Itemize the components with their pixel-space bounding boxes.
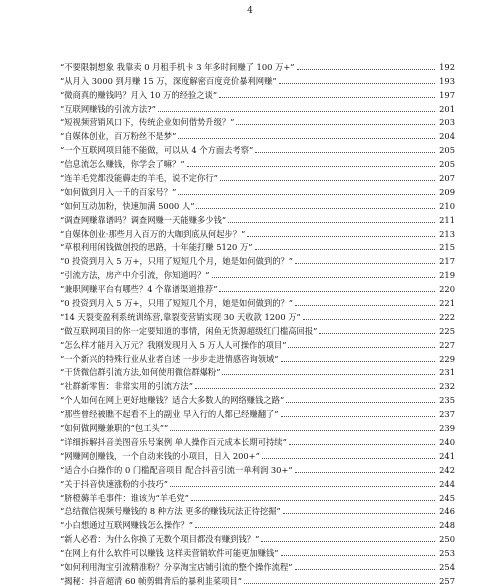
toc-entry[interactable] — [60, 461, 455, 475]
toc-entry-page: 257 — [439, 575, 455, 586]
toc-dot-leader — [255, 151, 435, 153]
toc-entry-page: 253 — [439, 548, 455, 559]
toc-entry[interactable] — [60, 114, 455, 128]
toc-dot-leader — [170, 485, 435, 487]
toc-entry-title: “脐橙薅羊毛事件：谁该为“羊毛党” — [60, 492, 189, 503]
toc-entry-title: “14 天裂变盈利系统训练营,靠裂变营销实现 30 天收款 1200 万” — [60, 311, 301, 322]
toc-dot-leader — [261, 540, 435, 542]
toc-entry-title: “草根利用闲钱做创投的思路，十年能打赚 5120 万” — [60, 242, 253, 253]
toc-entry-title: “做互联网项目的你一定要知道的事情，闲鱼无货源超级红门槛高回报” — [60, 325, 318, 336]
toc-entry[interactable] — [60, 572, 455, 586]
toc-dot-leader — [297, 68, 435, 70]
toc-dot-leader — [212, 276, 435, 278]
toc-entry[interactable] — [60, 127, 455, 141]
toc-entry-page: 192 — [439, 61, 455, 72]
toc-entry-title: “信息流怎么赚钱，你学会了嘛？” — [60, 159, 185, 170]
toc-dot-leader — [283, 512, 435, 514]
toc-dot-leader — [255, 248, 435, 250]
toc-entry-page: 227 — [439, 339, 455, 350]
toc-entry-page: 239 — [439, 423, 455, 434]
toc-dot-leader — [288, 346, 435, 348]
toc-dot-leader — [244, 582, 435, 584]
toc-entry[interactable] — [60, 447, 455, 461]
toc-dot-leader — [295, 304, 435, 306]
toc-entry-page: 232 — [439, 381, 455, 392]
toc-entry[interactable] — [60, 558, 455, 572]
toc-entry[interactable] — [60, 530, 455, 544]
toc-entry-title: “如何利用淘宝引流精准粉？分享淘宝店铺引流的整个操作流程” — [60, 561, 293, 572]
toc-entry[interactable] — [60, 58, 455, 72]
toc-entry-title: “互联网赚钱的引流方法?” — [60, 103, 156, 114]
toc-entry[interactable] — [60, 294, 455, 308]
toc-entry-page: 237 — [439, 409, 455, 420]
toc-entry-title: “个人如何在网上更好地赚钱？适合大多数人的网络赚钱之路” — [60, 395, 285, 406]
toc-entry[interactable] — [60, 211, 455, 225]
toc-dot-leader — [281, 415, 435, 417]
toc-entry-page: 219 — [439, 270, 455, 281]
toc-dot-leader — [281, 360, 435, 362]
toc-entry-page: 213 — [439, 228, 455, 239]
toc-entry[interactable] — [60, 72, 455, 86]
toc-entry-page: 215 — [439, 242, 455, 253]
toc-entry-page: 244 — [439, 478, 455, 489]
page-number: 4 — [247, 6, 253, 16]
toc-entry-page: 250 — [439, 534, 455, 545]
toc-entry-title: “调查网赚靠谱吗？调查网赚一天能赚多少钱” — [60, 214, 227, 225]
toc-dot-leader — [236, 123, 435, 125]
toc-entry-page: 222 — [439, 311, 455, 322]
toc-dot-leader — [303, 318, 435, 320]
toc-entry[interactable] — [60, 405, 455, 419]
toc-entry-title: “总结微信视频号赚钱的 8 种方法 更多的赚钱玩法正待挖掘” — [60, 506, 281, 517]
toc-dot-leader — [295, 568, 435, 570]
toc-entry-title: “如何做网赚兼职的“包工头”” — [60, 423, 169, 434]
toc-entry-page: 241 — [439, 450, 455, 461]
toc-entry[interactable] — [60, 364, 455, 378]
toc-entry[interactable] — [60, 141, 455, 155]
toc-entry-page: 203 — [439, 117, 455, 128]
toc-dot-leader — [228, 221, 435, 223]
toc-entry[interactable] — [60, 322, 455, 336]
toc-entry-title: “适合小白操作的 0 门槛配音项目 配合抖音引流一单利润 30+” — [60, 464, 293, 475]
toc-entry-page: 220 — [439, 284, 455, 295]
toc-entry-title: “引流方法，房产中介引流，你知道吗？” — [60, 270, 210, 281]
toc-entry-page: 204 — [439, 131, 455, 142]
toc-dot-leader — [195, 387, 435, 389]
toc-entry[interactable] — [60, 183, 455, 197]
toc-entry-title: “兼职网赚平台有哪些？4 个靠谱渠道推荐” — [60, 284, 218, 295]
toc-entry-title: “一个新兴的特殊行业从业者自述 一步步走进情感咨询领域” — [60, 353, 279, 364]
toc-entry[interactable] — [60, 252, 455, 266]
toc-entry[interactable] — [60, 197, 455, 211]
toc-dot-leader — [222, 373, 435, 375]
toc-entry[interactable] — [60, 155, 455, 169]
toc-entry-title: “小白想通过互联网赚钱怎么操作？” — [60, 520, 193, 531]
toc-entry-page: 211 — [439, 214, 455, 225]
toc-entry-title: “如何做到月入一千的百家号？” — [60, 186, 177, 197]
toc-dot-leader — [247, 235, 435, 237]
toc-entry[interactable] — [60, 419, 455, 433]
toc-entry[interactable] — [60, 225, 455, 239]
toc-dot-leader — [187, 165, 435, 167]
toc-entry[interactable] — [60, 169, 455, 183]
toc-dot-leader — [178, 137, 435, 139]
toc-entry-page: 221 — [439, 298, 455, 309]
toc-entry-title: “短视频营销风口下，传统企业如何借势升级？” — [60, 117, 235, 128]
toc-entry[interactable] — [60, 336, 455, 350]
toc-dot-leader — [195, 526, 435, 528]
toc-dot-leader — [295, 262, 435, 264]
toc-entry-page: 205 — [439, 159, 455, 170]
toc-dot-leader — [295, 471, 435, 473]
toc-entry-page: 231 — [439, 367, 455, 378]
toc-dot-leader — [281, 554, 435, 556]
toc-entry-title: “不要限制想象 我靠卖 0 月租手机卡 3 年多时间赚了 100 万+” — [60, 61, 295, 72]
toc-entry[interactable] — [60, 544, 455, 558]
toc-entry-title: “揭秘：抖音超清 60 帧剪辑背后的暴利韭菜项目” — [60, 575, 242, 586]
toc-entry-title: “0 投资到月入 5 万+，只用了短短几个月，她是如何做到的？” — [60, 298, 294, 309]
toc-entry-title: “详细拆解抖音美图音乐号案例 单人操作百元成本长期可持续” — [60, 436, 287, 447]
toc-entry-page: 205 — [439, 145, 455, 156]
toc-dot-leader — [196, 207, 435, 209]
toc-entry-title: “微商真的赚钱吗？月入 10 万的经验之谈” — [60, 89, 218, 100]
toc-entry-title: “在网上有什么软件可以赚钱 这样卖营销软件可能更加赚钱” — [60, 548, 279, 559]
toc-entry-title: “社群新零售：非常实用的引流方法” — [60, 381, 193, 392]
toc-entry-title: “一个互联网项目能不能做，可以从 4 个方面去考察” — [60, 145, 254, 156]
toc-entry-page: 209 — [439, 186, 455, 197]
toc-entry[interactable] — [60, 377, 455, 391]
toc-dot-leader — [178, 193, 435, 195]
toc-entry-title: “自媒体创业，百万粉丝不是梦” — [60, 131, 177, 142]
toc-entry-title: “网赚网创赚钱，一个自动来钱的小项目，日入 200+” — [60, 450, 260, 461]
table-of-contents — [60, 58, 455, 586]
toc-entry[interactable] — [60, 239, 455, 253]
toc-dot-leader — [286, 401, 435, 403]
toc-entry[interactable] — [60, 100, 455, 114]
toc-entry[interactable] — [60, 308, 455, 322]
toc-entry-title: “自媒体创业·那些月入百万的大咖到底从何起步？” — [60, 228, 246, 239]
toc-entry-page: 245 — [439, 492, 455, 503]
toc-entry-title: “干货微信群引流方法,如何使用微信群爆粉” — [60, 367, 221, 378]
toc-entry-title: “从月入 3000 到月赚 15 万，深度解密百度竞价暴利网赚” — [60, 75, 277, 86]
toc-dot-leader — [219, 290, 435, 292]
toc-entry-page: 193 — [439, 75, 455, 86]
toc-entry[interactable] — [60, 86, 455, 100]
toc-entry-title: “关于抖音快速涨粉的小技巧” — [60, 478, 169, 489]
toc-entry-page: 217 — [439, 256, 455, 267]
toc-entry-page: 229 — [439, 353, 455, 364]
toc-dot-leader — [219, 96, 435, 98]
toc-entry[interactable] — [60, 433, 455, 447]
toc-entry[interactable] — [60, 516, 455, 530]
toc-entry[interactable] — [60, 391, 455, 405]
toc-entry[interactable] — [60, 350, 455, 364]
toc-dot-leader — [279, 82, 435, 84]
toc-dot-leader — [289, 443, 435, 445]
toc-entry-page: 197 — [439, 89, 455, 100]
toc-dot-leader — [220, 179, 435, 181]
toc-entry-page: 235 — [439, 395, 455, 406]
toc-entry-page: 254 — [439, 561, 455, 572]
toc-entry-title: “连羊毛党都没能薅走的羊毛，说不定你行” — [60, 173, 218, 184]
toc-dot-leader — [191, 499, 435, 501]
toc-dot-leader — [170, 429, 435, 431]
toc-entry-page: 225 — [439, 325, 455, 336]
toc-entry[interactable] — [60, 266, 455, 280]
toc-entry-page: 240 — [439, 436, 455, 447]
toc-entry[interactable] — [60, 489, 455, 503]
toc-entry-page: 242 — [439, 464, 455, 475]
toc-dot-leader — [262, 457, 435, 459]
toc-entry-page: 201 — [439, 103, 455, 114]
toc-dot-leader — [158, 110, 435, 112]
toc-entry-page: 210 — [439, 200, 455, 211]
toc-entry-title: “怎么样才能月入万元？我刚发现月入 5 万人人可操作的项目” — [60, 339, 287, 350]
toc-entry-title: “0 投资到月入 5 万+，只用了短短几个月，她是如何做到的？” — [60, 256, 294, 267]
toc-entry-page: 248 — [439, 520, 455, 531]
toc-entry-page: 207 — [439, 173, 455, 184]
toc-entry-page: 246 — [439, 506, 455, 517]
toc-entry-title: “那些曾经被瞧不起看不上的副业 早入行的人都已经赚翻了” — [60, 409, 279, 420]
toc-entry[interactable] — [60, 280, 455, 294]
toc-entry-title: “新人必看：为什么你换了无数个项目都没有赚到钱？” — [60, 534, 260, 545]
toc-entry-title: “如何互动加粉，快速加满 5000 人” — [60, 200, 195, 211]
toc-entry[interactable] — [60, 475, 455, 489]
toc-entry[interactable] — [60, 503, 455, 517]
toc-dot-leader — [319, 332, 435, 334]
